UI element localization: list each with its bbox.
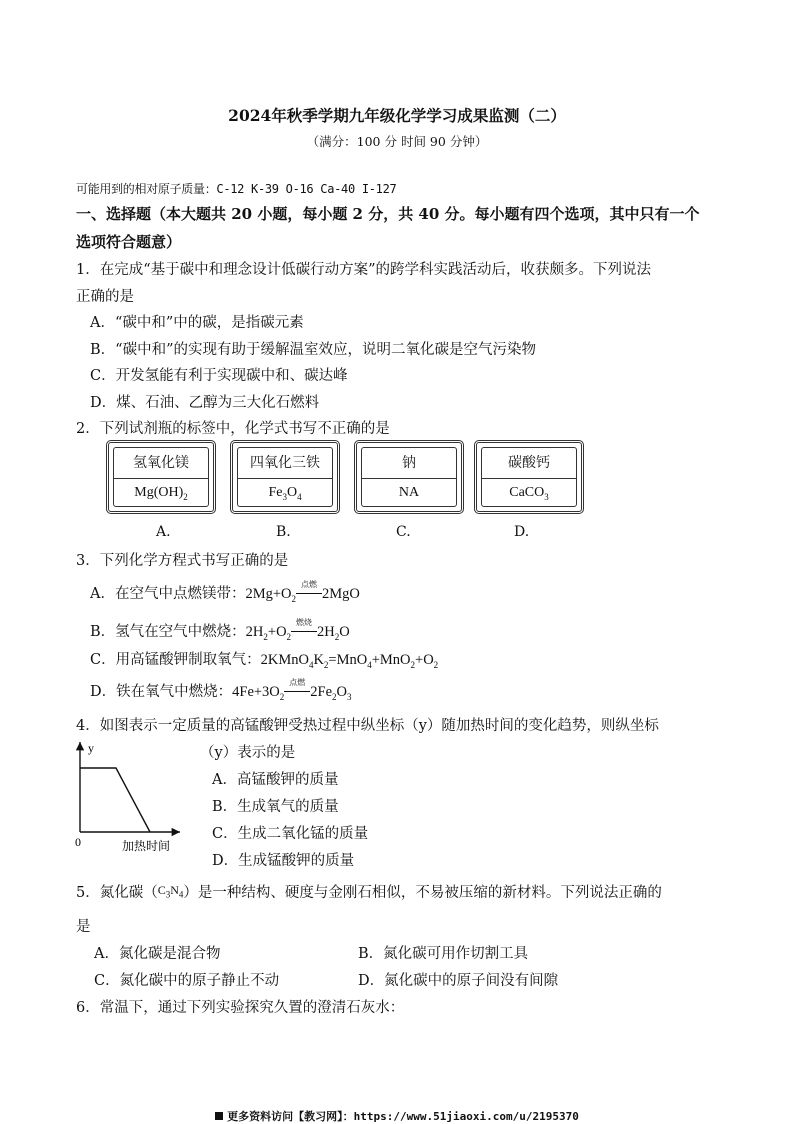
q3-option-b: B．氢气在空气中燃烧：$2H_2+O_2$ 燃烧 $2H_2O$: [90, 618, 350, 642]
reagent-formula: NA: [398, 485, 420, 500]
q2-stem: 2．下列试剂瓶的标签中，化学式书写不正确的是: [76, 421, 390, 437]
q4-option-b: B．生成氧气的质量: [212, 799, 339, 815]
reagent-name: 四氧化三铁: [250, 455, 320, 471]
q4-option-c: C．生成二氧化锰的质量: [212, 826, 369, 842]
q1-option-c: C．开发氢能有利于实现碳中和、碳达峰: [90, 368, 348, 384]
q1-stem-line1: 1．在完成“基于碳中和理念设计低碳行动方案”的跨学科实践活动后，收获颇多。下列说法: [76, 262, 652, 278]
flag-icon: [215, 1112, 223, 1120]
reagent-name: 碳酸钙: [508, 455, 550, 471]
q5-option-c: C．氮化碳中的原子静止不动: [94, 973, 280, 989]
q1-stem-line2: 正确的是: [76, 289, 134, 305]
page-title: 2024年秋季学期九年级化学学习成果监测（二）: [228, 106, 566, 125]
reagent-label-b: [230, 440, 340, 514]
q5-option-d: D．氮化碳中的原子间没有间隙: [358, 973, 559, 989]
footer-link[interactable]: 更多资料访问【教习网】：https://www.51jiaoxi.com/u/2195370: [0, 1108, 794, 1124]
q4-stem-line2: （y）表示的是: [200, 745, 296, 761]
q5-option-a: A．氮化碳是混合物: [94, 946, 221, 962]
reagent-label-a: [106, 440, 216, 514]
q1-option-d: D．煤、石油、乙醇为三大化石燃料: [90, 395, 320, 411]
q4-option-d: D．生成锰酸钾的质量: [212, 853, 355, 869]
x-axis-label: 加热时间: [122, 839, 171, 853]
reagent-name: 氢氧化镁: [133, 455, 189, 471]
label-letter-a: A.: [156, 524, 171, 540]
label-letter-d: D.: [514, 524, 530, 540]
q5-stem-line1: 5．氮化碳（$^{C_3N_4}$）是一种结构、硬度与金刚石相似，不易被压缩的新材料。下列说法正确的: [76, 883, 662, 901]
q3-stem: 3．下列化学方程式书写正确的是: [76, 553, 289, 569]
label-letter-c: C.: [396, 524, 411, 540]
section-heading-line2: 选项符合题意）: [76, 233, 182, 251]
reagent-label-d: [474, 440, 584, 514]
reagent-formula: $Fe_3O_4$: [268, 485, 302, 502]
section-heading-line1: 一、选择题（本大题共 20 小题，每小题 2 分，共 40 分。每小题有四个选项，其中只有一个: [76, 205, 700, 223]
reagent-formula: CaCO$_3$: [509, 485, 549, 502]
reagent-name: 钠: [402, 455, 416, 471]
atomic-mass-note: 可能用到的相对原子质量：C-12 K-39 O-16 Ca-40 I-127: [76, 182, 397, 196]
trend-line: [80, 768, 150, 832]
q3-option-d: D．铁在氧气中燃烧：$4Fe+3O_2$ 点燃 $2Fe_2O_3$: [90, 678, 352, 702]
q4-option-a: A．高锰酸钾的质量: [212, 772, 339, 788]
q3-option-c: C．用高锰酸钾制取氧气：$2KMnO_4K_2=MnO_4+MnO_2+O_2$: [90, 652, 439, 670]
q6-stem: 6．常温下，通过下列实验探究久置的澄清石灰水：: [76, 1000, 405, 1016]
q1-option-a: A．“碳中和”中的碳，是指碳元素: [90, 315, 304, 331]
q5-option-b: B．氮化碳可用作切割工具: [358, 946, 529, 962]
reagent-formula: $Mg(OH)_2$: [134, 485, 188, 502]
y-axis-label: y: [88, 741, 94, 755]
reagent-label-c: [354, 440, 464, 514]
q3-option-a: A．在空气中点燃镁带：$2Mg+O_2$ 点燃 2MgO: [90, 580, 360, 604]
q4-stem-line1: 4．如图表示一定质量的高锰酸钾受热过程中纵坐标（y）随加热时间的变化趋势，则纵坐标: [76, 718, 659, 734]
q4-graph: [70, 738, 190, 854]
q5-stem-line2: 是: [76, 919, 91, 935]
exam-info: （满分：100 分 时间 90 分钟）: [306, 134, 488, 149]
label-letter-b: B.: [276, 524, 291, 540]
origin-label: 0: [75, 835, 81, 849]
q1-option-b: B．“碳中和”的实现有助于缓解温室效应，说明二氧化碳是空气污染物: [90, 342, 536, 358]
